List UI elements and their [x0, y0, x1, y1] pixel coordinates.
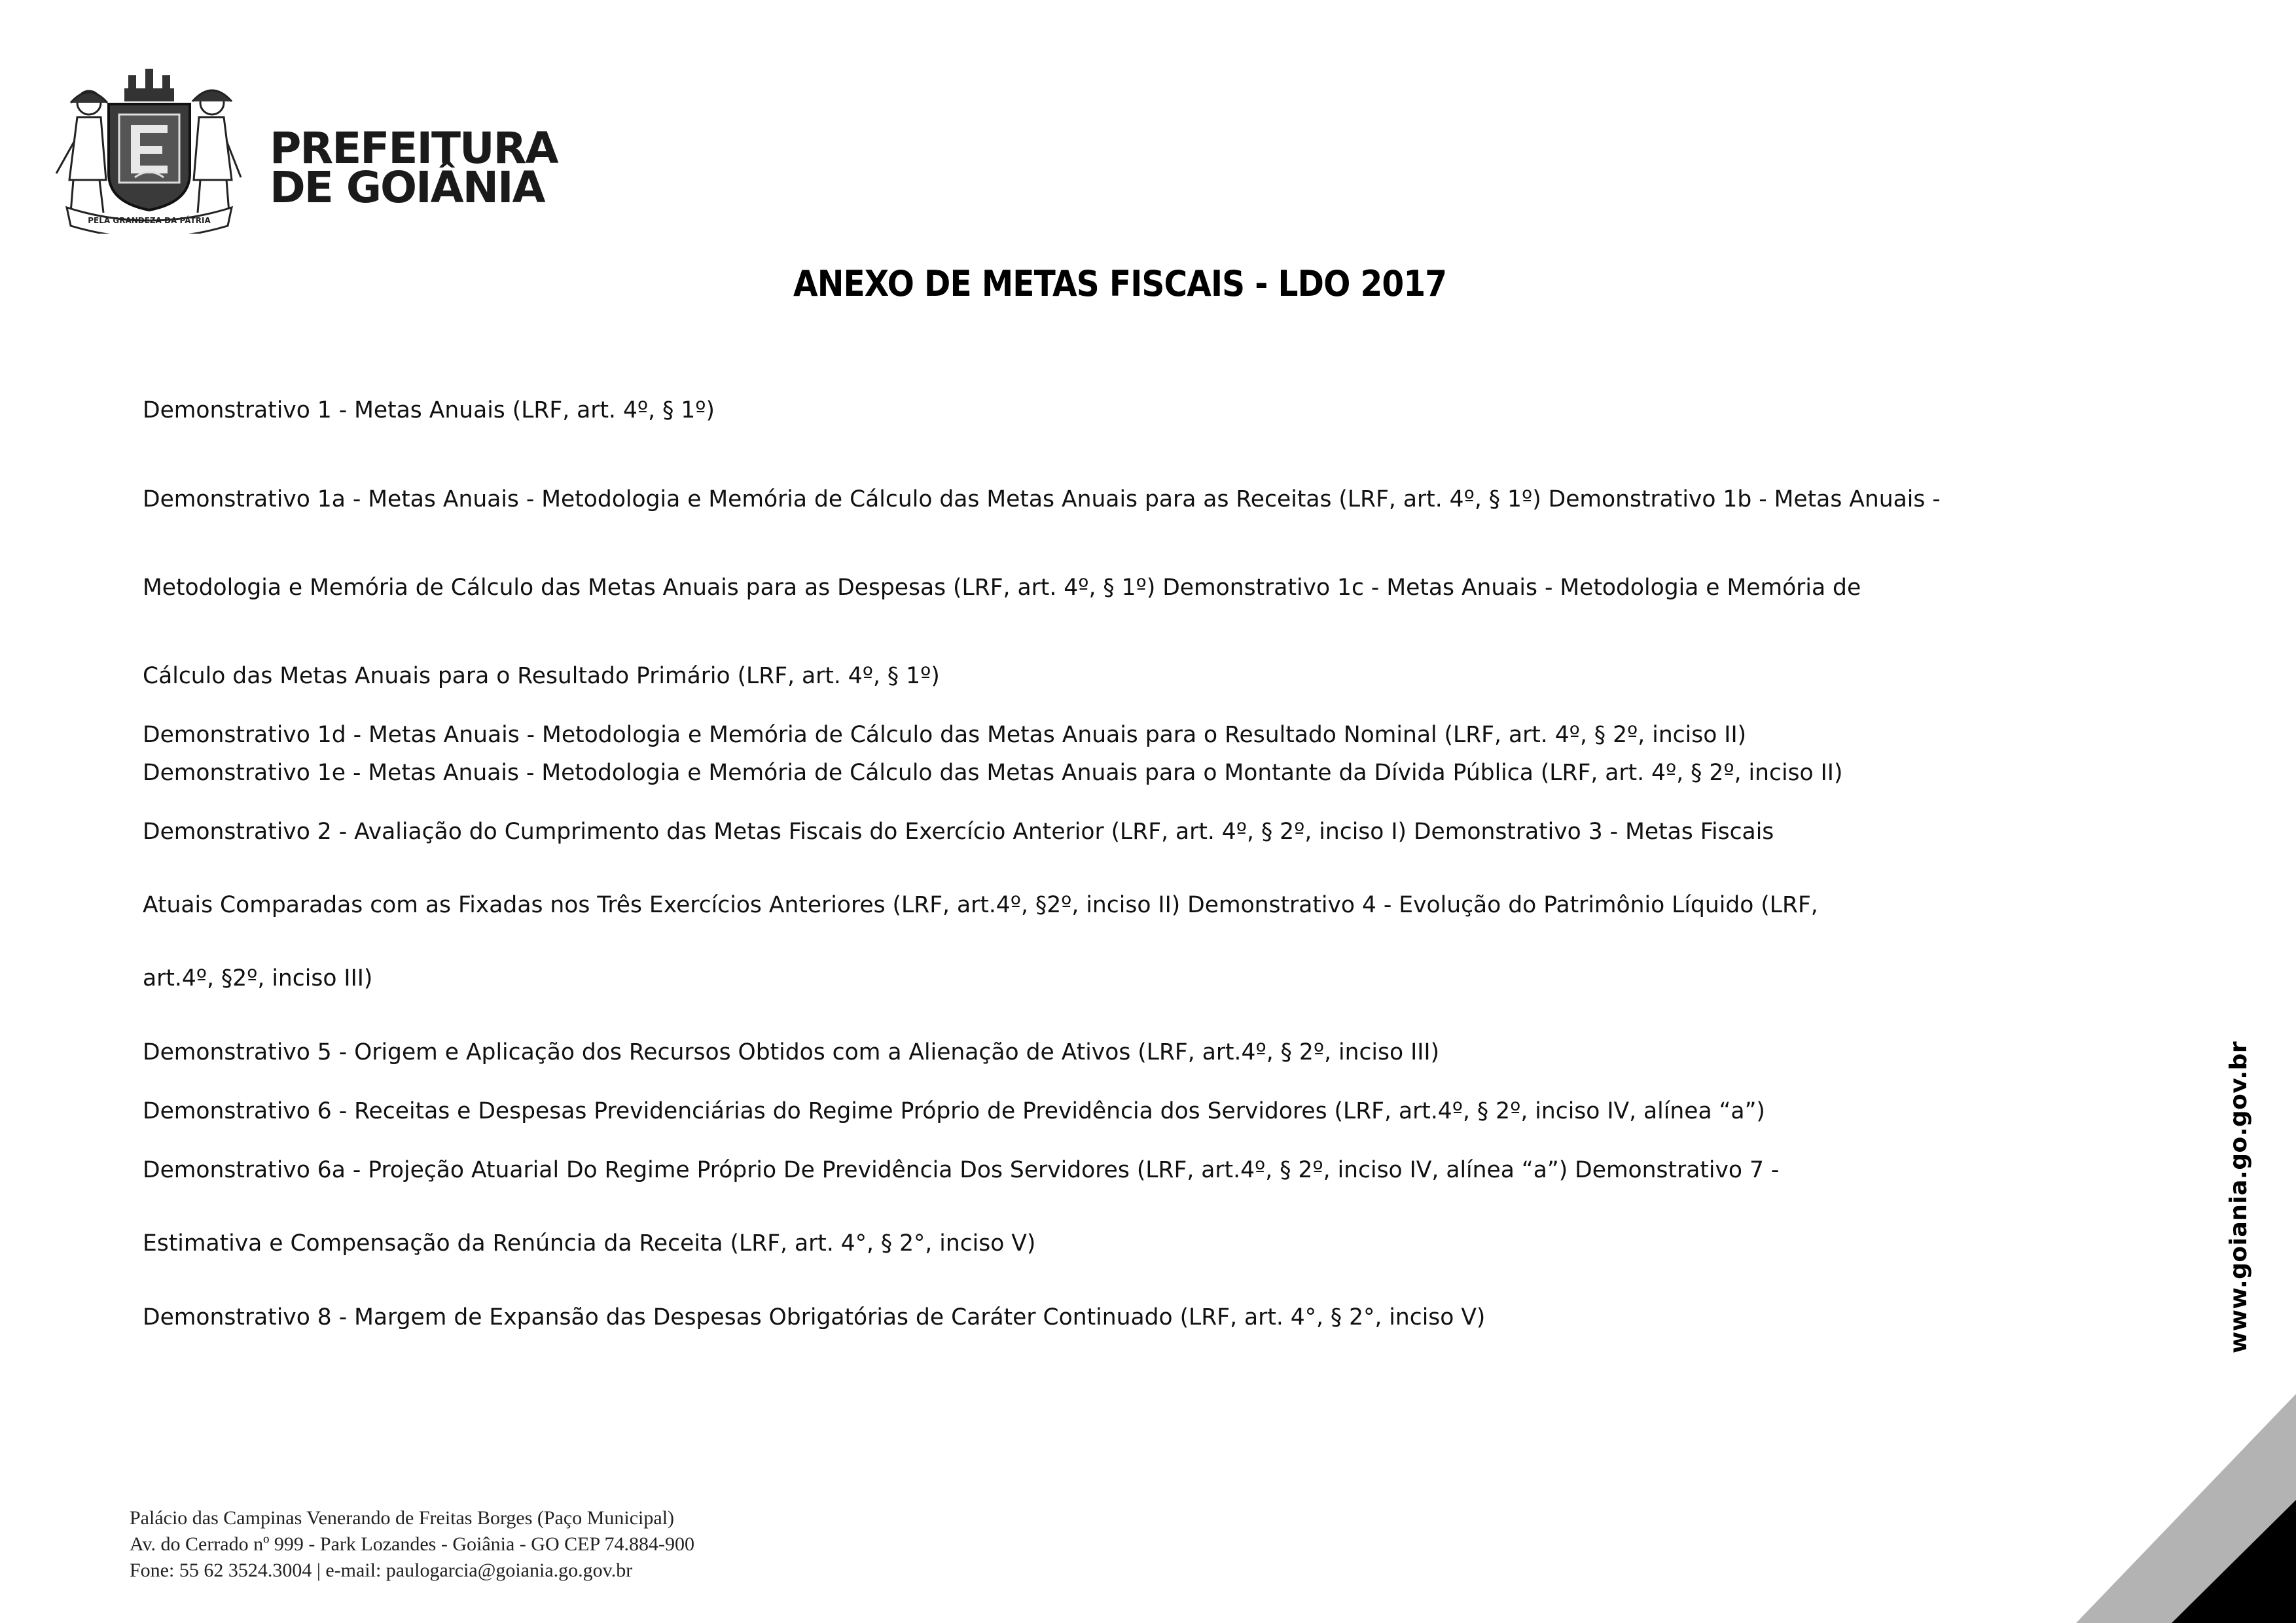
body-line: Demonstrativo 5 - Origem e Aplicação dos Recursos Obtidos com a Alienação de Ativos (LRF, art.4º, § 2º, inciso III)	[143, 1039, 1440, 1065]
corner-decoration	[2076, 1394, 2296, 1623]
right-figure	[192, 90, 241, 213]
body-line: Demonstrativo 1 - Metas Anuais (LRF, art. 4º, § 1º)	[143, 397, 715, 423]
left-figure	[56, 91, 107, 213]
body-line: Metodologia e Memória de Cálculo das Metas Anuais para as Despesas (LRF, art. 4º, § 1º) Demonstrativo 1c - Metas Anuais - Metodologia e Memória de	[143, 575, 1861, 601]
body-line: Demonstrativo 1d - Metas Anuais - Metodologia e Memória de Cálculo das Metas Anuais para o Resultado Nominal (LRF, art. 4º, § 2º, inciso II)	[143, 722, 1747, 748]
body-line: Demonstrativo 2 - Avaliação do Cumprimento das Metas Fiscais do Exercício Anterior (LRF, art. 4º, § 2º, inciso I) Demonstrativo 3 - Metas Fiscais	[143, 819, 1774, 845]
body-line: Demonstrativo 6a - Projeção Atuarial Do Regime Próprio De Previdência Dos Servidores (LRF, art.4º, § 2º, inciso IV, alínea “a”) Demonstrativo 7 -	[143, 1157, 1780, 1183]
brand-name-line2: DE GOIÂNIA	[270, 162, 545, 213]
body-line: Cálculo das Metas Anuais para o Resultado Primário (LRF, art. 4º, § 1º)	[143, 663, 940, 689]
document-title: ANEXO DE METAS FISCAIS - LDO 2017	[793, 263, 1447, 304]
body-line: art.4º, §2º, inciso III)	[143, 965, 373, 991]
crown	[124, 69, 174, 101]
footer-line: Fone: 55 62 3524.3004 | e-mail: paulogarcia@goiania.go.gov.br	[130, 1560, 633, 1581]
footer-line: Av. do Cerrado nº 999 - Park Lozandes - Goiânia - GO CEP 74.884-900	[130, 1533, 695, 1555]
body-line: Demonstrativo 1e - Metas Anuais - Metodologia e Memória de Cálculo das Metas Anuais para o Montante da Dívida Pública (LRF, art. 4º, § 2º, inciso II)	[143, 760, 1843, 786]
footer-line: Palácio das Campinas Venerando de Freitas Borges (Paço Municipal)	[130, 1507, 675, 1529]
website-vertical-text: www.goiania.go.gov.br	[2225, 1041, 2252, 1353]
body-line: Atuais Comparadas com as Fixadas nos Três Exercícios Anteriores (LRF, art.4º, §2º, inciso II) Demonstrativo 4 - Evolução do Patrimônio Líquido (LRF,	[143, 892, 1818, 918]
crest-motto: PELA GRANDEZA DA PÁTRIA	[88, 216, 211, 225]
body-line: Estimativa e Compensação da Renúncia da Receita (LRF, art. 4°, § 2°, inciso V)	[143, 1230, 1036, 1257]
body-line: Demonstrativo 1a - Metas Anuais - Metodologia e Memória de Cálculo das Metas Anuais para as Receitas (LRF, art. 4º, § 1º) Demonstrativo 1b - Metas Anuais -	[143, 486, 1941, 512]
body-line: Demonstrativo 6 - Receitas e Despesas Previdenciárias do Regime Próprio de Previdência dos Servidores (LRF, art.4º, § 2º, inciso IV, alínea “a”)	[143, 1098, 1765, 1124]
city-crest-logo	[51, 62, 247, 234]
brand-name-line1: PREFEITURA	[270, 123, 558, 173]
body-line: Demonstrativo 8 - Margem de Expansão das Despesas Obrigatórias de Caráter Continuado (LRF, art. 4°, § 2°, inciso V)	[143, 1304, 1486, 1330]
